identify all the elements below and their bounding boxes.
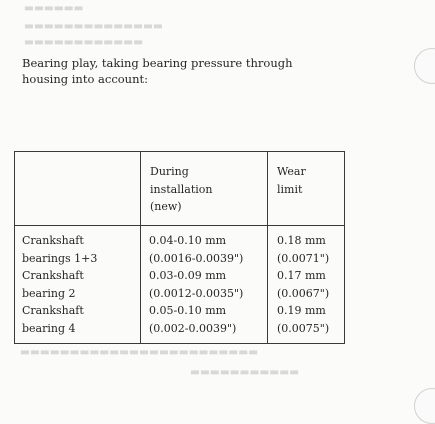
bearing-name-column	[22, 232, 97, 337]
bleed-through-mark: ▬▬▬▬▬▬▬▬▬▬▬▬	[24, 36, 144, 48]
header-line: Wear	[277, 165, 306, 178]
table-cell: (0.002-0.0039")	[149, 321, 237, 335]
bleed-through-mark: ▬▬▬▬▬▬▬▬▬▬▬▬▬▬	[24, 20, 163, 32]
table-cell: (0.0016-0.0039")	[149, 251, 244, 265]
header-line: installation	[150, 182, 213, 196]
table-cell: (0.0067")	[277, 286, 330, 300]
table-cell: bearing 2	[22, 286, 76, 300]
table-cell: bearings 1+3	[22, 251, 98, 265]
table-divider	[267, 152, 268, 343]
heading-line: Bearing play, taking bearing pressure through	[22, 56, 293, 70]
header-line: (new)	[150, 200, 182, 213]
table-divider	[15, 225, 344, 226]
wear-limit-column	[277, 232, 329, 337]
table-cell: 0.03-0.09 mm	[149, 269, 227, 282]
table-cell: bearing 4	[22, 321, 76, 335]
header-line: During	[150, 165, 189, 178]
bleed-through-mark: ▬▬▬▬▬▬▬▬▬▬▬▬▬▬▬▬▬▬▬▬▬▬▬▬	[20, 346, 259, 358]
header-wear-limit	[277, 163, 306, 198]
table-cell: 0.17 mm	[277, 269, 326, 282]
header-line: limit	[277, 182, 303, 196]
table-cell: Crankshaft	[22, 304, 84, 317]
table-cell: (0.0071")	[277, 251, 330, 265]
bleed-through-mark: ▬▬▬▬▬▬	[24, 2, 84, 14]
bleed-through-mark: ▬▬▬▬▬▬▬▬▬▬▬	[190, 366, 300, 378]
table-cell: Crankshaft	[22, 269, 84, 282]
table-cell: (0.0012-0.0035")	[149, 286, 244, 300]
table-cell: 0.05-0.10 mm	[149, 304, 227, 317]
heading-line: housing into account:	[22, 72, 148, 86]
table-cell: 0.04-0.10 mm	[149, 234, 227, 247]
punch-hole	[414, 48, 435, 84]
table-divider	[140, 152, 141, 343]
punch-hole	[414, 388, 435, 424]
header-during-installation	[150, 163, 212, 216]
installation-value-column	[149, 232, 243, 337]
table-cell: 0.19 mm	[277, 304, 326, 317]
table-cell: Crankshaft	[22, 234, 84, 247]
table-cell: 0.18 mm	[277, 234, 326, 247]
table-cell: (0.0075")	[277, 321, 330, 335]
section-heading	[22, 55, 342, 87]
bearing-play-table	[14, 151, 345, 344]
